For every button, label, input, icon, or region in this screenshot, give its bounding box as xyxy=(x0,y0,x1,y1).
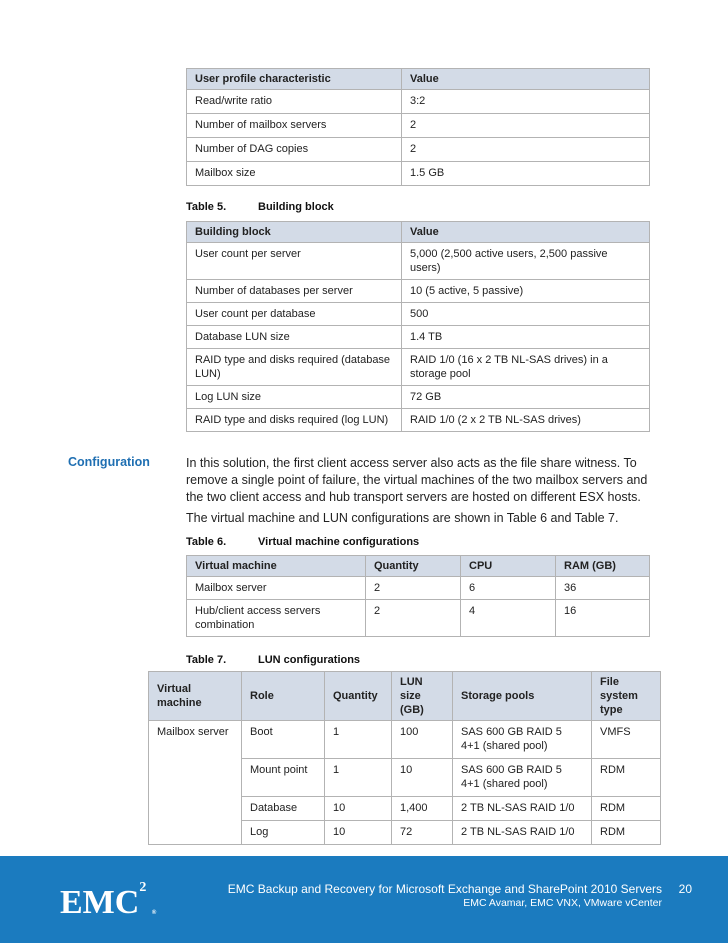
table-row xyxy=(187,162,650,186)
registered-mark: ® xyxy=(151,910,157,916)
table-cell: Read/write ratio xyxy=(187,90,402,114)
table-header-row xyxy=(149,672,661,721)
logo-text: EMC xyxy=(60,884,140,921)
table-cell: User count per database xyxy=(187,303,402,326)
table-cell: 10 xyxy=(325,797,392,821)
table-row xyxy=(187,114,650,138)
table-cell: Database LUN size xyxy=(187,326,402,349)
column-header: LUN size (GB) xyxy=(392,672,453,721)
table-cell: 100 xyxy=(392,721,453,759)
virtual-machine-table xyxy=(186,555,650,637)
caption-title: Building block xyxy=(258,201,334,213)
table-header-row xyxy=(187,222,650,243)
table-cell: 2 xyxy=(366,577,461,600)
column-header: RAM (GB) xyxy=(556,556,650,577)
configuration-paragraph: The virtual machine and LUN configurations are shown in Table 6 and Table 7. xyxy=(186,511,619,525)
table-cell: Log xyxy=(242,821,325,845)
table-row xyxy=(187,600,650,637)
table-cell: RDM xyxy=(592,797,661,821)
table-cell: 1,400 xyxy=(392,797,453,821)
column-header: Role xyxy=(242,672,325,721)
table-cell: 2 xyxy=(402,138,650,162)
caption-title: Virtual machine configurations xyxy=(258,536,420,548)
configuration-heading: Configuration xyxy=(68,455,150,469)
footer-subtitle: EMC Avamar, EMC VNX, VMware vCenter xyxy=(463,897,662,909)
table-cell: Hub/client access servers combination xyxy=(187,600,366,637)
table-cell: SAS 600 GB RAID 5 4+1 (shared pool) xyxy=(453,721,592,759)
table-cell: Mount point xyxy=(242,759,325,797)
table-cell: 3:2 xyxy=(402,90,650,114)
table-cell: 1 xyxy=(325,759,392,797)
emc-logo xyxy=(60,880,157,922)
table-cell: 1.5 GB xyxy=(402,162,650,186)
table-cell: User count per server xyxy=(187,243,402,280)
table-cell: VMFS xyxy=(592,721,661,759)
lun-configuration-table xyxy=(148,671,661,845)
column-header: User profile characteristic xyxy=(187,69,402,90)
table-row xyxy=(187,349,650,386)
column-header: Quantity xyxy=(325,672,392,721)
column-header: Virtual machine xyxy=(187,556,366,577)
column-header: File system type xyxy=(592,672,661,721)
table-cell: 2 TB NL-SAS RAID 1/0 xyxy=(453,797,592,821)
table-cell: Log LUN size xyxy=(187,386,402,409)
table-cell: 2 TB NL-SAS RAID 1/0 xyxy=(453,821,592,845)
caption-number: Table 6. xyxy=(186,536,227,548)
column-header: Storage pools xyxy=(453,672,592,721)
table-cell: RAID type and disks required (log LUN) xyxy=(187,409,402,432)
table-cell: Mailbox server xyxy=(187,577,366,600)
table-cell: 6 xyxy=(461,577,556,600)
column-header: Virtual machine xyxy=(149,672,242,721)
table-row xyxy=(187,138,650,162)
table-cell: Number of mailbox servers xyxy=(187,114,402,138)
column-header: Quantity xyxy=(366,556,461,577)
table-cell: RAID type and disks required (database LUN) xyxy=(187,349,402,386)
caption-number: Table 7. xyxy=(186,654,227,666)
table-cell: 72 xyxy=(392,821,453,845)
table-row xyxy=(187,386,650,409)
table-cell: 1 xyxy=(325,721,392,759)
table6-caption xyxy=(186,536,419,548)
table-cell: Boot xyxy=(242,721,325,759)
table-cell: 10 xyxy=(392,759,453,797)
table-row xyxy=(187,280,650,303)
table-row xyxy=(187,90,650,114)
table7-caption xyxy=(186,654,360,666)
table-cell: 5,000 (2,500 active users, 2,500 passive users) xyxy=(402,243,650,280)
table-cell: 36 xyxy=(556,577,650,600)
configuration-paragraph: In this solution, the first client access server also acts as the file share witness. To remove a single point of failure, the virtual machines of the two mailbox servers and the two client access and hub transport servers are hosted on different ESX hosts. xyxy=(186,456,648,504)
column-header: CPU xyxy=(461,556,556,577)
caption-number: Table 5. xyxy=(186,201,227,213)
table-cell: 10 (5 active, 5 passive) xyxy=(402,280,650,303)
table-cell: 1.4 TB xyxy=(402,326,650,349)
table-cell: RDM xyxy=(592,759,661,797)
table-row xyxy=(187,326,650,349)
table-row xyxy=(187,243,650,280)
table-cell: RAID 1/0 (2 x 2 TB NL-SAS drives) xyxy=(402,409,650,432)
table5-caption xyxy=(186,201,334,213)
table-cell: Database xyxy=(242,797,325,821)
column-header: Value xyxy=(402,69,650,90)
table-cell: 72 GB xyxy=(402,386,650,409)
table-cell: Number of databases per server xyxy=(187,280,402,303)
table-cell: 500 xyxy=(402,303,650,326)
table-header-row xyxy=(187,69,650,90)
column-header: Value xyxy=(402,222,650,243)
table-row xyxy=(187,409,650,432)
page-footer xyxy=(0,856,728,943)
page-number: 20 xyxy=(678,882,692,896)
table-cell: 10 xyxy=(325,821,392,845)
footer-title: EMC Backup and Recovery for Microsoft Exchange and SharePoint 2010 Servers xyxy=(227,882,662,896)
logo-superscript: 2 xyxy=(139,880,147,895)
table-row xyxy=(187,303,650,326)
table-cell: 16 xyxy=(556,600,650,637)
table-header-row xyxy=(187,556,650,577)
table-cell: 4 xyxy=(461,600,556,637)
table-cell: Mailbox size xyxy=(187,162,402,186)
table-row xyxy=(149,721,661,759)
caption-title: LUN configurations xyxy=(258,654,361,666)
table-cell: Mailbox server xyxy=(149,721,242,845)
user-profile-table xyxy=(186,68,650,186)
table-cell: 2 xyxy=(402,114,650,138)
table-row xyxy=(187,577,650,600)
building-block-table xyxy=(186,221,650,432)
table-cell: SAS 600 GB RAID 5 4+1 (shared pool) xyxy=(453,759,592,797)
column-header: Building block xyxy=(187,222,402,243)
table-cell: RDM xyxy=(592,821,661,845)
table-cell: Number of DAG copies xyxy=(187,138,402,162)
table-cell: 2 xyxy=(366,600,461,637)
table-cell: RAID 1/0 (16 x 2 TB NL-SAS drives) in a storage pool xyxy=(402,349,650,386)
